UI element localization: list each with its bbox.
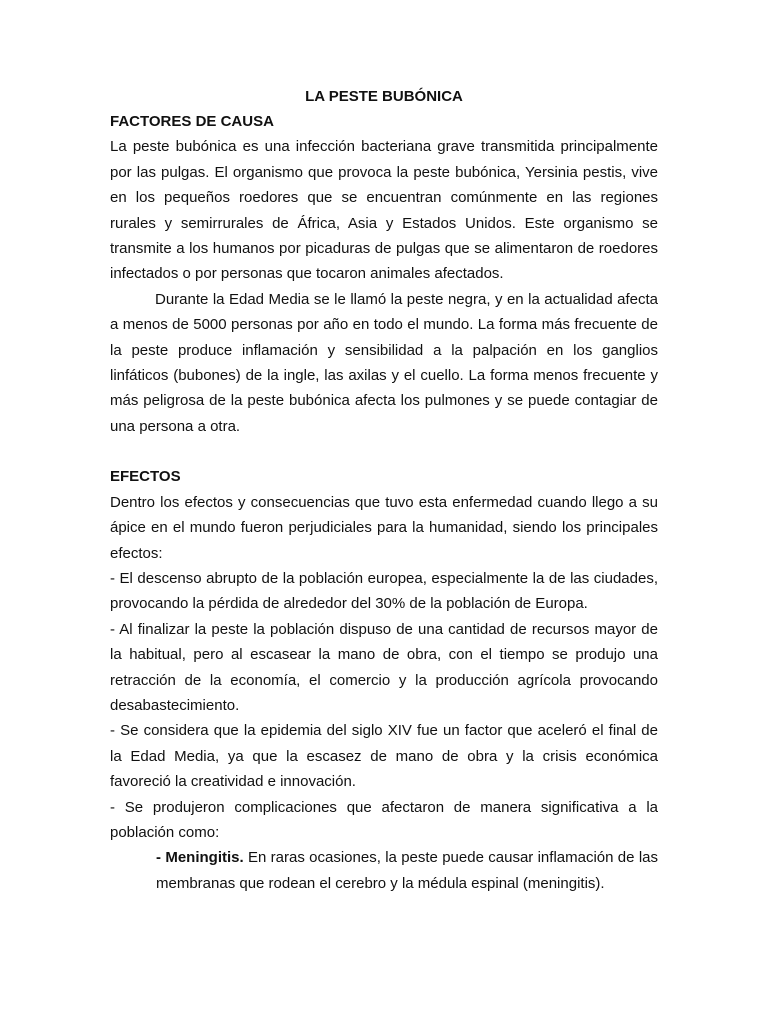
paragraph-efectos-intro: Dentro los efectos y consecuencias que tuvo esta enfermedad cuando llego a su ápice en el mundo fueron perjudiciales para la humanidad, siendo los principales efectos: — [110, 493, 658, 562]
section-heading-factores: FACTORES DE CAUSA — [110, 113, 274, 130]
sub-item-text: En raras ocasiones, la peste puede causar inflamación de las membranas que rodean el cerebro y la médula espinal (meningitis). — [156, 849, 658, 892]
list-item: - El descenso abrupto de la población europea, especialmente la de las ciudades, provocando la pérdida de alrededor del 30% de la población de Europa. — [110, 569, 658, 613]
document-title: LA PESTE BUBÓNICA — [305, 88, 463, 105]
sub-list-item-meningitis — [156, 845, 658, 896]
section-spacer — [110, 439, 658, 464]
sub-item-term: - Meningitis. — [156, 849, 244, 867]
section-heading-efectos: EFECTOS — [110, 468, 181, 486]
list-item: - Al finalizar la peste la población dispuso de una cantidad de recursos mayor de la habitual, pero al escasear la mano de obra, con el tiempo se produjo una retracción de la economía, el comercio y la producción agrícola provocando desabastecimiento. — [110, 620, 658, 714]
paragraph-factores-2: Durante la Edad Media se le llamó la peste negra, y en la actualidad afecta a menos de 5000 personas por año en todo el mundo. La forma más frecuente de la peste produce inflamación y sensibilidad a la palpación en los ganglios linfáticos (bubones) de la ingle, las axilas y el cuello. La forma menos frecuente y más peligrosa de la peste bubónica afecta los pulmones y se puede contagiar de una persona a otra. — [110, 290, 658, 435]
list-item: - Se considera que la epidemia del siglo XIV fue un factor que aceleró el final de la Edad Media, ya que la escasez de mano de obra y la crisis económica favoreció la creatividad e innovación. — [110, 722, 658, 791]
paragraph-factores-1: La peste bubónica es una infección bacteriana grave transmitida principalmente por las pulgas. El organismo que provoca la peste bubónica, Yersinia pestis, vive en los pequeños roedores que se encuentran comúnmente en las regiones rurales y semirrurales de África, Asia y Estados Unidos. Este organismo se transmite a los humanos por picaduras de pulgas que se alimentaron de roedores infectados o por personas que tocaron animales afectados. — [110, 138, 658, 283]
list-item: - Se produjeron complicaciones que afectaron de manera significativa a la población como: — [110, 798, 658, 841]
document-body — [110, 84, 658, 896]
